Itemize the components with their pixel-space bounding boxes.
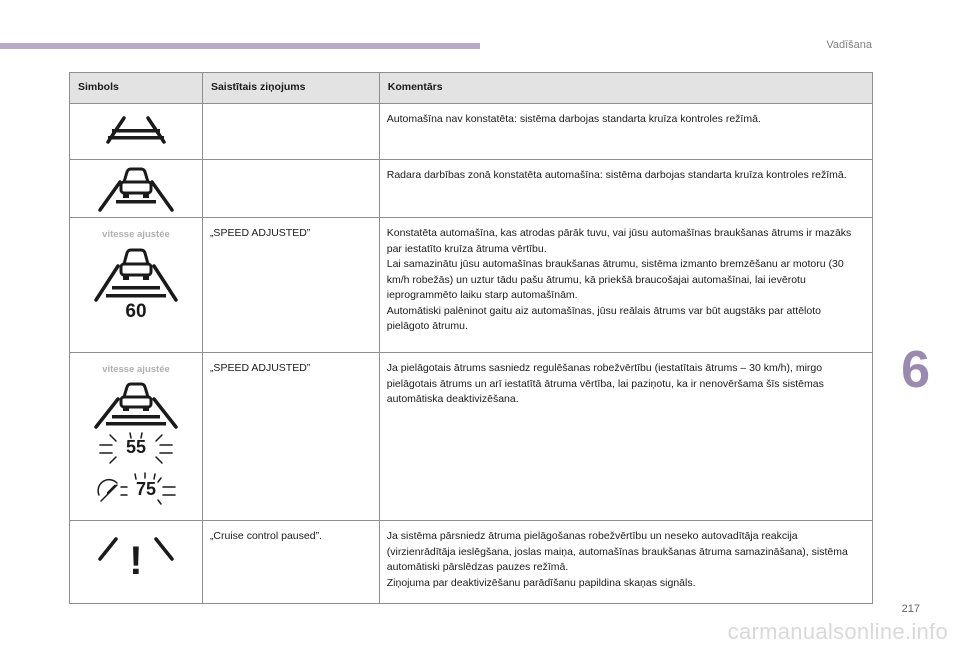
- table-row: [70, 104, 873, 160]
- comment-paragraph: Lai samazinātu jūsu automašīnas braukšanas ātrumu, sistēma izmanto bremzēšanu ar motoru (30 km/h robežās) un uztur tādu pašu ātrumu, kā priekšā braucošajai automašīnai, lai ievērotu ieprogrammēto laiku starp automašīnām.: [386, 258, 844, 302]
- symbols-table: [69, 72, 873, 604]
- comment-paragraph: Ja pielāgotais ātrums sasniedz regulēšanas robežvērtību (iestatītais ātrums – 30 km/h), mirgo pielāgotais ātrums un arī iestatītā ātruma vērtība, lai paziņotu, ka ir nenovēršama šīs sistēmas automātiska deaktivizēšana.: [386, 362, 824, 406]
- comment-cell: [379, 160, 872, 218]
- car-detected-icon: [86, 160, 186, 216]
- comment-cell: [379, 218, 872, 353]
- message-cell: „SPEED ADJUSTED”: [202, 353, 379, 521]
- table-row: [70, 160, 873, 218]
- comment-paragraph: Ziņojuma par deaktivizēšanu parādīšanu papildina skaņas signāls.: [386, 576, 696, 589]
- header-comment: Komentārs: [379, 73, 872, 104]
- chapter-number: 6: [901, 341, 930, 399]
- comment-paragraph: Ja sistēma pārsniedz ātruma pielāgošanas robežvērtību un neseko autovadītāja reakcija (virzienrādītāja ieslēgšana, joslas maiņa, automašīnas braukšanas ātruma samazināšana), sistēma automātiski pārslēdzas pauzes režīmā.: [386, 530, 848, 574]
- message-cell: [202, 104, 379, 160]
- blinking-adjusted-speed: [96, 431, 176, 465]
- adjusted-speed-value: 60: [125, 301, 147, 323]
- message-cell: [202, 160, 379, 218]
- header-accent-bar: [0, 43, 480, 49]
- lane-lines-icon: [86, 104, 186, 154]
- table-row: [70, 218, 873, 353]
- message-cell: „Cruise control paused”.: [202, 521, 379, 604]
- comment-cell: [379, 353, 872, 521]
- message-cell: „SPEED ADJUSTED”: [202, 218, 379, 353]
- header-symbol: Simbols: [70, 73, 203, 104]
- page-number: 217: [901, 603, 920, 615]
- set-speed-value: 75: [135, 479, 156, 500]
- comment-paragraph: Automātiski palēninot gaitu aiz automašīnas, jūsu reālais ātrums var būt augstāks par attēloto pielāgoto ātrumu.: [386, 304, 821, 333]
- comment-cell: [379, 521, 872, 604]
- symbol-cell: [70, 353, 203, 521]
- speed-adjusted-55-75-icon: [86, 377, 186, 431]
- symbol-caption: vitesse ajustée: [102, 364, 170, 375]
- table-row: [70, 521, 873, 604]
- section-title: Vadīšana: [826, 39, 872, 51]
- comment-paragraph: Konstatēta automašīna, kas atrodas pārāk tuvu, vai jūsu automašīnas braukšanas ātrums ir mazāks par iestatīto kruīza ātruma vērtību.: [386, 227, 852, 255]
- table-row: [70, 353, 873, 521]
- adjusted-speed-value: 55: [125, 437, 146, 458]
- symbol-cell: [70, 521, 203, 604]
- speed-adjusted-60-icon: [86, 242, 186, 304]
- warning-symbol: [86, 529, 186, 589]
- symbol-cell: [70, 160, 203, 218]
- comment-paragraph: Automašīna nav konstatēta: sistēma darbojas standarta kruīza kontroles režīmā.: [386, 113, 761, 125]
- symbol-cell: [70, 218, 203, 353]
- comment-paragraph: Radara darbības zonā konstatēta automašīna: sistēma darbojas standarta kruīza kontroles režīmā.: [386, 169, 847, 181]
- header-message: Saistītais ziņojums: [202, 73, 379, 104]
- comment-cell: [379, 104, 872, 160]
- watermark: carmanualsonline.info: [727, 619, 948, 644]
- exclamation-mark: !: [129, 539, 143, 583]
- symbol-caption: vitesse ajustée: [102, 229, 170, 240]
- symbol-cell: [70, 104, 203, 160]
- blinking-set-speed: [93, 471, 179, 507]
- table-header-row: [70, 73, 873, 104]
